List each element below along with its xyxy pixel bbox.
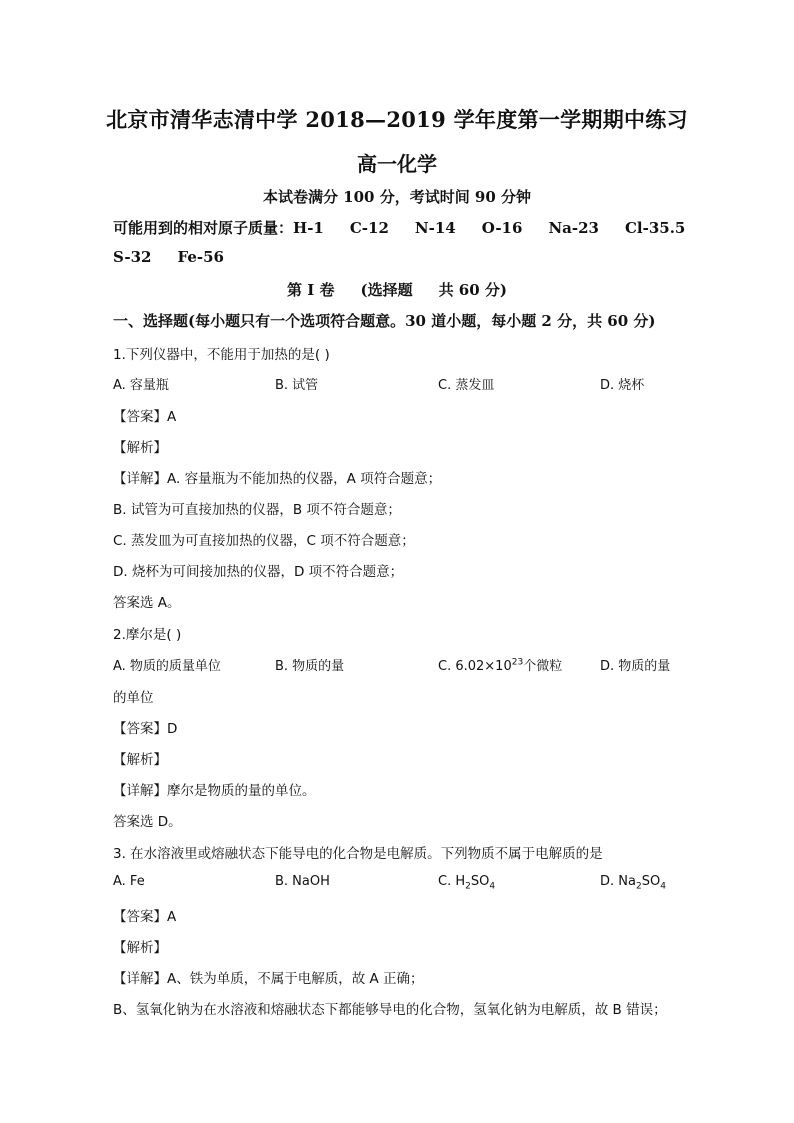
volume-score: 共 60 分)	[438, 281, 507, 299]
atomic-mass-h: H-1	[293, 219, 324, 237]
q1-stem: 1.下列仪器中，不能用于加热的是( )	[113, 347, 330, 363]
q3-option-c	[438, 874, 495, 892]
q1-answer: 【答案】A	[113, 409, 177, 425]
q2-option-b: B. 物质的量	[275, 659, 345, 674]
atomic-mass-cl: Cl-35.5	[624, 219, 686, 237]
part-heading: 一、选择题(每小题只有一个选项符合题意。30 道小题，每小题 2 分，共 60 分)	[113, 312, 656, 330]
q3-option-a: A. Fe	[113, 874, 145, 889]
q3-option-c-sub-1: 2	[465, 881, 471, 892]
q1-detail-4: D. 烧杯为可间接加热的仪器，D 项不符合题意；	[113, 564, 404, 580]
q3-option-d-base: D. Na	[600, 874, 636, 889]
q2-detail: 【详解】摩尔是物质的量的单位。	[113, 783, 316, 799]
q1-option-d: D. 烧杯	[600, 378, 645, 393]
q1-detail-2: B. 试管为可直接加热的仪器，B 项不符合题意；	[113, 502, 401, 518]
q2-option-a: A. 物质的质量单位	[113, 659, 221, 674]
q2-option-d: D. 物质的量	[600, 659, 671, 674]
q3-analysis: 【解析】	[113, 940, 167, 956]
q3-option-d-mid: SO	[641, 874, 661, 889]
q3-option-d	[600, 874, 666, 892]
q1-conclusion: 答案选 A。	[113, 595, 181, 611]
q2-option-c	[438, 655, 562, 674]
q3-stem: 3. 在水溶液里或熔融状态下能导电的化合物是电解质。下列物质不属于电解质的是	[113, 846, 603, 862]
q3-answer: 【答案】A	[113, 909, 177, 925]
atomic-mass-s: S-32	[113, 248, 152, 266]
q3-option-c-sub-2: 4	[489, 881, 496, 892]
q2-option-c-tail: 个微粒	[523, 659, 563, 674]
q1-detail-3: C. 蒸发皿为可直接加热的仪器，C 项不符合题意；	[113, 533, 415, 549]
q2-answer: 【答案】D	[113, 721, 178, 737]
atomic-mass-n: N-14	[414, 219, 456, 237]
document-title: 北京市清华志清中学 2018—2019 学年度第一学期期中练习	[106, 107, 688, 132]
q1-detail-1: 【详解】A. 容量瓶为不能加热的仪器，A 项符合题意；	[113, 471, 442, 487]
q1-option-b: B. 试管	[275, 378, 319, 393]
q1-analysis: 【解析】	[113, 440, 167, 456]
atomic-mass-c: C-12	[349, 219, 389, 237]
volume-title: 第 I 卷	[287, 281, 335, 299]
subject-title: 高一化学	[357, 152, 437, 176]
atomic-mass-line	[113, 217, 685, 238]
q3-option-c-mid: SO	[470, 874, 490, 889]
atomic-mass-label: 可能用到的相对原子质量：	[113, 219, 294, 237]
q3-option-b: B. NaOH	[275, 874, 330, 889]
q3-option-d-sub-1: 2	[635, 881, 642, 892]
q1-option-a: A. 容量瓶	[113, 378, 169, 393]
q3-option-d-sub-2: 4	[660, 881, 666, 892]
volume-type: (选择题	[360, 281, 413, 299]
q2-option-c-base: C. 6.02×10	[438, 659, 512, 674]
q1-option-c: C. 蒸发皿	[438, 378, 495, 393]
atomic-mass-fe: Fe-56	[177, 248, 224, 266]
exam-info: 本试卷满分 100 分，考试时间 90 分钟	[262, 188, 532, 206]
atomic-mass-o: O-16	[481, 219, 523, 237]
q2-stem: 2.摩尔是( )	[113, 627, 182, 643]
q2-analysis: 【解析】	[113, 752, 167, 768]
q3-detail-2: B、氢氧化钠为在水溶液和熔融状态下都能够导电的化合物，氢氧化钠为电解质，故 B 错误；	[113, 1002, 667, 1018]
q2-option-c-exponent: 23	[511, 657, 524, 668]
q2-option-d-continued: 的单位	[113, 690, 154, 706]
q2-conclusion: 答案选 D。	[113, 814, 182, 830]
q3-detail-1: 【详解】A、铁为单质，不属于电解质，故 A 正确；	[113, 971, 424, 987]
atomic-mass-line-2	[113, 248, 224, 266]
q3-option-c-base: C. H	[438, 874, 466, 889]
volume-title-line	[0, 279, 794, 300]
atomic-mass-na: Na-23	[548, 219, 599, 237]
